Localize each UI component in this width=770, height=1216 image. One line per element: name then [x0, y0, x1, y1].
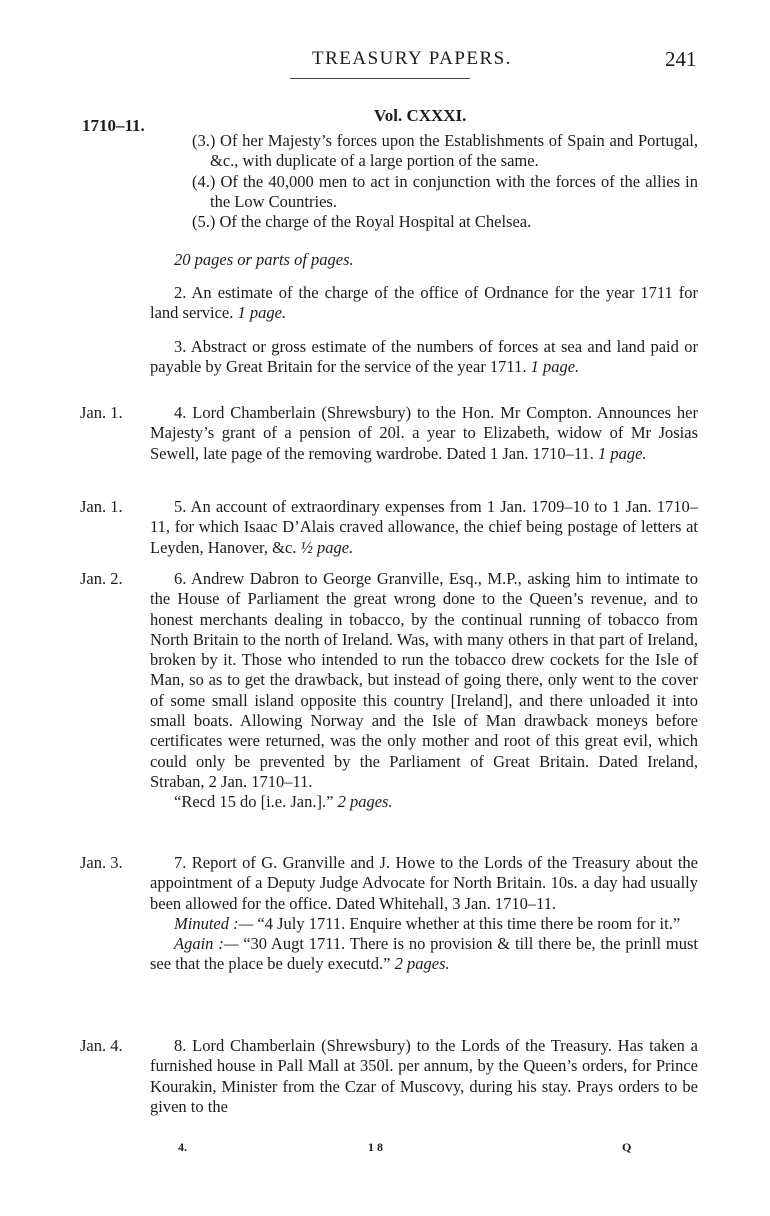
- minuted-text: “4 July 1711. Enquire whether at this time there be room for it.”: [257, 913, 681, 933]
- entry-date: Jan. 4.: [80, 1036, 123, 1055]
- again-label: Again :—: [174, 934, 239, 954]
- entry-6: [150, 569, 698, 813]
- entry-7: [150, 853, 698, 975]
- entry-pages: 1 page.: [530, 357, 580, 377]
- minuted-label: Minuted :—: [174, 913, 254, 933]
- entry-8: [150, 1036, 698, 1117]
- entry-pages: 1 page.: [237, 303, 287, 323]
- again-note: [150, 934, 698, 975]
- received-text: “Recd 15 do [i.e. Jan.].”: [174, 792, 334, 812]
- entry-pages: 1 page.: [597, 443, 647, 463]
- header-rule: [290, 78, 470, 79]
- entry-text: 5. An account of extraordinary expenses from 1 Jan. 1709–10 to 1 Jan. 1710–11, for which Isaac D’Alais craved allowance, the chief being postage of letters at Leyden, Hanover, &c.: [150, 497, 698, 557]
- continued-item-list: [174, 131, 698, 232]
- entry-text: 8. Lord Chamberlain (Shrewsbury) to the Lords of the Treasury. Has taken a furnished house in Pall Mall at 350l. per annum, by the Queen’s orders, for Prince Kourakin, Minister from the Czar of Muscovy, during his stay. Prays orders to be given to the: [150, 1036, 698, 1116]
- entry-pages: 2 pages.: [337, 792, 393, 812]
- entry-4: [150, 403, 698, 464]
- entry-received-note: [150, 792, 698, 812]
- entry-text: 2. An estimate of the charge of the office of Ordnance for the year 1711 for land service.: [150, 283, 698, 323]
- running-header: [0, 48, 770, 72]
- entry-date: Jan. 1.: [80, 497, 123, 516]
- entry-pages: 2 pages.: [394, 954, 450, 974]
- entry-2: [150, 283, 698, 324]
- year-label: 1710–11.: [82, 116, 145, 135]
- minuted-note: [150, 914, 698, 934]
- page-number: 241: [665, 47, 697, 71]
- entry-text: 7. Report of G. Granville and J. Howe to the Lords of the Treasury about the appointment of a Deputy Judge Advocate for North Britain. 10s. a day had usually been allowed for the office. Dated Whitehall, 3 Jan. 1710–11.: [150, 853, 698, 913]
- again-text: “30 Augt 1711. There is no provision & till there be, the prinll must see that the place be duely executd.”: [150, 934, 698, 974]
- list-item: (3.) Of her Majesty’s forces upon the Establishments of Spain and Portugal, &c., with duplicate of a large portion of the same.: [192, 131, 698, 171]
- volume-heading: Vol. CXXXI.: [374, 106, 467, 125]
- continued-pages-note: 20 pages or parts of pages.: [174, 250, 354, 269]
- entry-pages: ½ page.: [300, 537, 354, 557]
- footer-signature-center: 1 8: [368, 1140, 383, 1154]
- entry-text: 6. Andrew Dabron to George Granville, Esq., M.P., asking him to intimate to the House of Parliament the great wrong done to the Queen’s revenue, and to honest merchants dealing in tobacco, by the continual running of tobacco from North Britain to the north of Ireland. Was, with many others in that part of Ireland, broken by it. Those who intended to run the tobacco drew cockets for the Isle of Man, so as to get the drawback, but instead of going there, only went to the cover of some small island opposite this country [Ireland], and there unloaded it into small boats. Allowing Norway and the Isle of Man drawback moneys before certificates were returned, was the only mother and root of this great evil, which could only be prevented by the Parliament of Great Britain. Dated Ireland, Straban, 2 Jan. 1710–11.: [150, 569, 698, 791]
- list-item: (4.) Of the 40,000 men to act in conjunction with the forces of the allies in the Low Countries.: [192, 171, 698, 211]
- entry-3: [150, 337, 698, 378]
- footer-signature-right: Q: [622, 1140, 632, 1154]
- entry-5: [150, 497, 698, 558]
- entry-date: Jan. 1.: [80, 403, 123, 422]
- entry-date: Jan. 2.: [80, 569, 123, 588]
- entry-text: 3. Abstract or gross estimate of the numbers of forces at sea and land paid or payable by Great Britain for the service of the year 1711.: [150, 337, 698, 377]
- running-title: TREASURY PAPERS.: [312, 48, 512, 69]
- entry-date: Jan. 3.: [80, 853, 123, 872]
- footer-signature-left: 4.: [178, 1140, 187, 1154]
- list-item: (5.) Of the charge of the Royal Hospital at Chelsea.: [192, 212, 532, 232]
- entry-text: 4. Lord Chamberlain (Shrewsbury) to the Hon. Mr Compton. Announces her Majesty’s grant of a pension of 20l. a year to Elizabeth, widow of Mr Josias Sewell, late page of the removing wardrobe. Dated 1 Jan. 1710–11.: [150, 403, 698, 463]
